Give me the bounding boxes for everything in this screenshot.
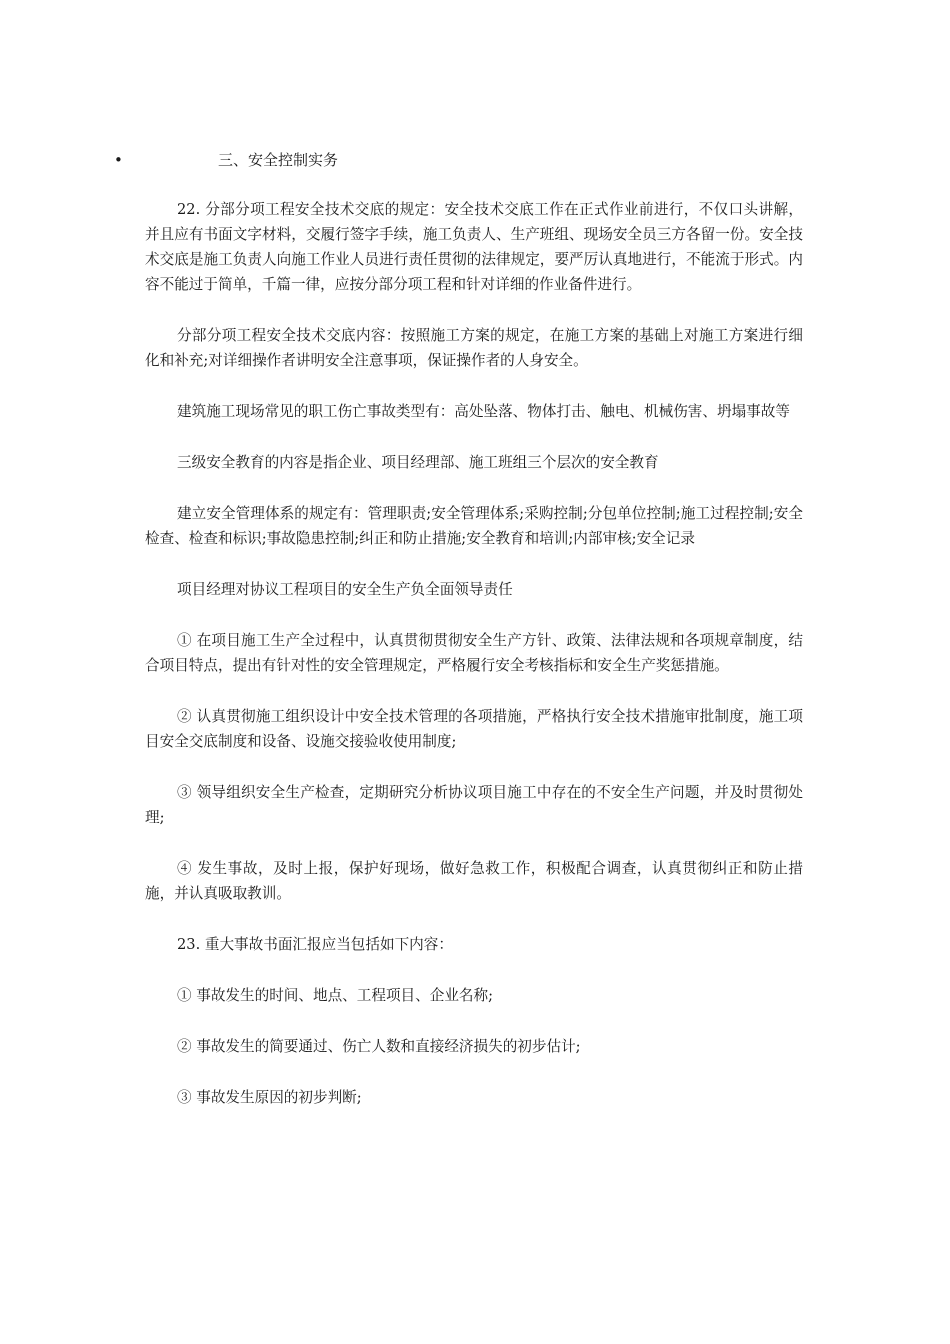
list-item-responsibility-3: ③ 领导组织安全生产检查，定期研究分析协议项目施工中存在的不安全生产问题，并及时贯彻处理; <box>145 784 803 826</box>
paragraph-project-manager-responsibility: 项目经理对协议工程项目的安全生产负全面领导责任 <box>177 581 513 598</box>
list-item-report-3: ③ 事故发生原因的初步判断; <box>177 1089 362 1106</box>
section-title: 三、安全控制实务 <box>218 151 339 169</box>
document-body <box>145 197 803 1136</box>
paragraph-23-accident-report: 23. 重大事故书面汇报应当包括如下内容： <box>177 936 453 953</box>
bullet-icon: • <box>114 151 123 169</box>
list-item-report-1: ① 事故发生的时间、地点、工程项目、企业名称; <box>177 987 494 1004</box>
list-item-responsibility-2: ② 认真贯彻施工组织设计中安全技术管理的各项措施，严格执行安全技术措施审批制度，施工项目安全交底制度和设备、设施交接验收使用制度; <box>145 708 803 750</box>
list-item-report-2: ② 事故发生的简要通过、伤亡人数和直接经济损失的初步估计; <box>177 1038 581 1055</box>
paragraph-management-system: 建立安全管理体系的规定有：管理职责;安全管理体系;采购控制;分包单位控制;施工过程控制;安全检查、检查和标识;事故隐患控制;纠正和防止措施;安全教育和培训;内部审核;安全记录 <box>145 505 803 547</box>
paragraph-safety-briefing-content: 分部分项工程安全技术交底内容：按照施工方案的规定，在施工方案的基础上对施工方案进行细化和补充;对详细操作者讲明安全注意事项，保证操作者的人身安全。 <box>145 327 803 369</box>
section-heading <box>114 147 814 173</box>
list-item-responsibility-4: ④ 发生事故，及时上报，保护好现场，做好急救工作，积极配合调查，认真贯彻纠正和防止措施，并认真吸取教训。 <box>145 860 803 902</box>
list-item-responsibility-1: ① 在项目施工生产全过程中，认真贯彻贯彻安全生产方针、政策、法律法规和各项规章制度，结合项目特点，提出有针对性的安全管理规定，严格履行安全考核指标和安全生产奖惩措施。 <box>145 632 803 674</box>
paragraph-accident-types: 建筑施工现场常见的职工伤亡事故类型有：高处坠落、物体打击、触电、机械伤害、坍塌事故等 <box>177 403 790 420</box>
paragraph-22-safety-briefing-rules: 22. 分部分项工程安全技术交底的规定：安全技术交底工作在正式作业前进行，不仅口头讲解，并且应有书面文字材料，交履行签字手续，施工负责人、生产班组、现场安全员三方各留一份。安全技术交底是施工负责人向施工作业人员进行责任贯彻的法律规定，要严厉认真地进行，不能流于形式。内容不能过于简单，千篇一律，应按分部分项工程和针对详细的作业备件进行。 <box>145 201 803 293</box>
paragraph-three-level-education: 三级安全教育的内容是指企业、项目经理部、施工班组三个层次的安全教育 <box>177 454 659 471</box>
